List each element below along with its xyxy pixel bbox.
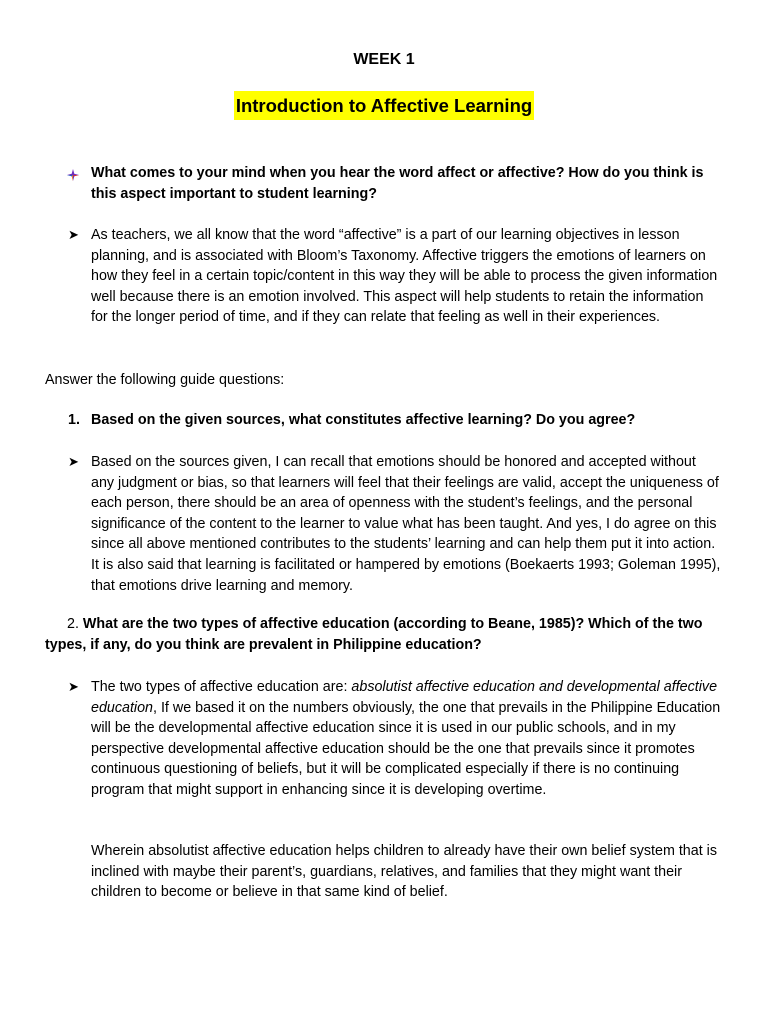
page-title: Introduction to Affective Learning	[234, 91, 534, 120]
title-wrap	[0, 91, 768, 120]
arrowhead-bullet-icon: ➤	[68, 227, 79, 242]
intro-question: What comes to your mind when you hear the word affect or affective? How do you think is this aspect important to student learning?	[91, 165, 704, 202]
answer-2-rest: , If we based it on the numbers obviously, the one that prevails in the Philippine Education will be the developmental affective education since it is used in our public schools, and in my perspective developmental affective education should be the one that prevails since it promotes continuous questioning of beliefs, but it will be complicated especially if there is no continuing program that might support in enhancing since it is developing overtime.	[91, 699, 721, 798]
guide-lead: Answer the following guide questions:	[45, 372, 285, 388]
question-1	[68, 410, 728, 431]
intro-answer: As teachers, we all know that the word “affective” is a part of our learning objectives in lesson planning, and is associated with Bloom’s Taxonomy. Affective triggers the emotions of learners on how they feel in a certain topic/content in this way they will be able to process the given information well because there is an emotion involved. This aspect will help students to retain the information for the longer period of time, and if they can relate that feeling as well in their experiences.	[91, 227, 718, 326]
question-2-number: 2.	[67, 616, 79, 632]
answer-2	[91, 677, 721, 801]
answer-1: Based on the sources given, I can recall that emotions should be honored and accepted without any judgment or bias, so that learners will feel that their feelings are valid, accept the uniqueness of each person, there should be an area of openness with the student’s feelings, and the personal significance of the content to the learner to value what has been taught. And yes, I do agree on this since all above mentioned contributes to the students’ learning and can help them put it into action. It is also said that learning is facilitated or hampered by emotions (Boekaerts 1993; Goleman 1995), that emotions drive learning and memory.	[91, 454, 721, 594]
four-point-star-bullet-icon	[66, 168, 80, 182]
answer-2-paragraph-2: Wherein absolutist affective education helps children to already have their own belief system that is inclined with maybe their parent’s, guardians, relatives, and families that they might want their children to become or believe in that same kind of belief.	[91, 843, 717, 901]
answer-2-prefix: The two types of affective education are:	[91, 679, 352, 695]
question-2-text: What are the two types of affective education (according to Beane, 1985)? Which of the two types, if any, do you think are prevalent in Philippine education?	[45, 616, 703, 653]
question-1-text: Based on the given sources, what constitutes affective learning? Do you agree?	[91, 412, 636, 428]
arrowhead-bullet-icon: ➤	[68, 679, 79, 694]
week-heading: WEEK 1	[353, 51, 415, 68]
question-2	[45, 614, 725, 655]
question-1-number: 1.	[68, 412, 80, 428]
answer-2-italic: absolutist affective education and developmental affective education	[91, 679, 718, 716]
arrowhead-bullet-icon: ➤	[68, 454, 79, 469]
